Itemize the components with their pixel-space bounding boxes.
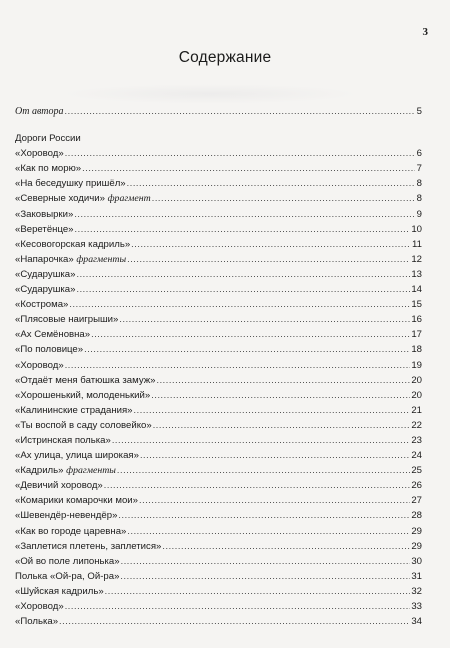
toc-entry-label bbox=[15, 508, 118, 523]
page-title: Содержание bbox=[178, 49, 272, 66]
toc-entry-label bbox=[15, 493, 139, 508]
toc-entry-note: фрагменты bbox=[76, 253, 127, 265]
leader-dots bbox=[75, 222, 411, 237]
leader-dots bbox=[127, 524, 410, 539]
toc-entry[interactable] bbox=[15, 252, 422, 267]
toc-entry-title: «Ты воспой в саду соловейко» bbox=[15, 419, 152, 431]
toc-entry-list bbox=[15, 146, 422, 629]
toc-entry-title: «Хоровод» bbox=[15, 359, 64, 371]
toc-entry-title: «Ой во поле липонька» bbox=[15, 555, 120, 567]
leader-dots bbox=[65, 104, 415, 119]
toc-entry-page: 29 bbox=[411, 540, 422, 552]
toc-entry-page: 11 bbox=[412, 238, 422, 250]
toc-entry-label bbox=[15, 252, 127, 267]
toc-entry-label bbox=[15, 267, 76, 282]
toc-entry-label bbox=[15, 191, 152, 206]
toc-entry-label bbox=[15, 478, 104, 493]
toc-entry[interactable] bbox=[15, 539, 422, 554]
toc-entry-page: 8 bbox=[416, 178, 422, 190]
leader-dots bbox=[120, 569, 410, 584]
leader-dots bbox=[119, 312, 410, 327]
toc-entry-title: «Полька» bbox=[15, 616, 59, 628]
toc-entry-page: 15 bbox=[411, 299, 422, 311]
toc-entry-page: 5 bbox=[416, 106, 422, 117]
toc-entry-label bbox=[15, 312, 119, 327]
table-of-contents bbox=[15, 104, 422, 629]
leader-dots bbox=[91, 327, 410, 342]
toc-entry[interactable] bbox=[15, 448, 422, 463]
toc-entry-title: «Сударушка» bbox=[15, 284, 76, 296]
toc-entry-author[interactable] bbox=[15, 104, 422, 119]
toc-entry-page: 10 bbox=[411, 223, 422, 235]
leader-dots bbox=[74, 207, 415, 222]
toc-entry-page: 6 bbox=[416, 148, 422, 160]
toc-entry-label bbox=[15, 176, 127, 191]
toc-entry-title: «Шевендёр-невендёр» bbox=[15, 510, 118, 522]
toc-entry-label bbox=[15, 463, 117, 478]
toc-entry-title: «Как во городе царевна» bbox=[15, 525, 127, 537]
toc-entry-title: «Хоровод» bbox=[15, 148, 64, 160]
toc-entry-title: «Плясовые наигрыши» bbox=[15, 314, 119, 326]
toc-entry-page: 29 bbox=[411, 525, 422, 537]
toc-entry-label bbox=[15, 297, 69, 312]
toc-entry[interactable] bbox=[15, 342, 422, 357]
toc-entry[interactable] bbox=[15, 373, 422, 388]
toc-entry-page: 18 bbox=[411, 344, 422, 356]
toc-entry[interactable] bbox=[15, 388, 422, 403]
toc-entry[interactable] bbox=[15, 176, 422, 191]
toc-entry-label bbox=[15, 282, 76, 297]
leader-dots bbox=[117, 463, 410, 478]
toc-entry-page: 30 bbox=[411, 555, 422, 567]
toc-entry[interactable] bbox=[15, 403, 422, 418]
toc-entry-title: «Отдаёт меня батюшка замуж» bbox=[15, 374, 156, 386]
toc-entry[interactable] bbox=[15, 358, 422, 373]
toc-entry-title: «Сударушка» bbox=[15, 268, 76, 280]
leader-dots bbox=[65, 146, 415, 161]
toc-entry[interactable] bbox=[15, 418, 422, 433]
leader-dots bbox=[65, 358, 411, 373]
leader-dots bbox=[139, 493, 410, 508]
section-title: Дороги России bbox=[15, 133, 81, 145]
toc-entry-title: «Калининские страдания» bbox=[15, 404, 133, 416]
leader-dots bbox=[105, 584, 411, 599]
leader-dots bbox=[112, 433, 411, 448]
toc-entry-title: «Истринская полька» bbox=[15, 434, 111, 446]
leader-dots bbox=[127, 176, 415, 191]
toc-entry-title: «Напарочка» bbox=[15, 253, 74, 265]
toc-entry[interactable] bbox=[15, 569, 422, 584]
leader-dots bbox=[59, 614, 410, 629]
leader-dots bbox=[131, 237, 411, 252]
toc-entry-label bbox=[15, 373, 156, 388]
toc-entry-title: Полька «Ой-ра, Ой-ра» bbox=[15, 570, 120, 582]
leader-dots bbox=[69, 297, 410, 312]
toc-entry[interactable] bbox=[15, 191, 422, 206]
toc-entry-page: 20 bbox=[411, 389, 422, 401]
toc-entry-title: «Ах Семёновна» bbox=[15, 329, 91, 341]
toc-entry-page: 23 bbox=[411, 434, 422, 446]
leader-dots bbox=[162, 539, 410, 554]
toc-entry-page: 9 bbox=[416, 208, 422, 220]
toc-entry-page: 14 bbox=[411, 284, 422, 296]
toc-entry-page: 24 bbox=[411, 450, 422, 462]
toc-entry-title: «Как по морю» bbox=[15, 163, 82, 175]
toc-entry-label bbox=[15, 207, 74, 222]
leader-dots bbox=[127, 252, 410, 267]
toc-entry-title: «Северные ходичи» bbox=[15, 193, 105, 205]
leader-dots bbox=[156, 373, 410, 388]
leader-dots bbox=[84, 342, 410, 357]
toc-entry-label bbox=[15, 539, 162, 554]
toc-entry[interactable] bbox=[15, 282, 422, 297]
toc-entry-page: 12 bbox=[411, 253, 422, 265]
toc-entry[interactable] bbox=[15, 478, 422, 493]
toc-entry[interactable] bbox=[15, 207, 422, 222]
toc-entry-page: 7 bbox=[416, 163, 422, 175]
leader-dots bbox=[134, 403, 411, 418]
toc-entry-page: 22 bbox=[411, 419, 422, 431]
leader-dots bbox=[76, 282, 410, 297]
toc-entry-label bbox=[15, 569, 120, 584]
toc-entry[interactable] bbox=[15, 267, 422, 282]
toc-entry[interactable] bbox=[15, 146, 422, 161]
toc-entry-label bbox=[15, 342, 84, 357]
toc-entry[interactable] bbox=[15, 599, 422, 614]
leader-dots bbox=[153, 418, 411, 433]
toc-entry[interactable] bbox=[15, 493, 422, 508]
leader-dots bbox=[65, 599, 411, 614]
page-number: 3 bbox=[422, 26, 428, 38]
toc-entry[interactable] bbox=[15, 161, 422, 176]
toc-entry[interactable] bbox=[15, 222, 422, 237]
toc-entry-title: «По половице» bbox=[15, 344, 84, 356]
toc-entry-title: «Веретёнце» bbox=[15, 223, 74, 235]
toc-entry-title: «Девичий хоровод» bbox=[15, 480, 103, 492]
toc-entry-title: «Хоровод» bbox=[15, 601, 64, 612]
toc-entry-label bbox=[15, 237, 131, 252]
toc-entry-page: 25 bbox=[411, 465, 422, 477]
toc-entry-label bbox=[15, 599, 65, 614]
toc-entry-page: 28 bbox=[411, 510, 422, 522]
toc-entry-label bbox=[15, 614, 59, 629]
toc-entry-label: От автора bbox=[15, 106, 64, 117]
toc-entry-note: фрагменты bbox=[66, 465, 116, 477]
toc-entry[interactable] bbox=[15, 584, 422, 599]
paper-shadow bbox=[60, 84, 360, 104]
leader-dots bbox=[140, 448, 410, 463]
toc-entry-title: «Комарики комарочки мои» bbox=[15, 495, 138, 507]
leader-dots bbox=[118, 508, 410, 523]
toc-entry-label bbox=[15, 418, 153, 433]
toc-entry[interactable] bbox=[15, 433, 422, 448]
toc-entry-page: 31 bbox=[411, 570, 422, 582]
leader-dots bbox=[152, 191, 415, 206]
toc-entry-page: 13 bbox=[411, 268, 422, 280]
toc-entry-page: 34 bbox=[411, 616, 422, 628]
toc-entry-title: «Кострома» bbox=[15, 299, 69, 311]
toc-entry-title: «На беседушку пришёл» bbox=[15, 178, 126, 190]
toc-entry[interactable] bbox=[15, 297, 422, 312]
toc-entry-title: «Шуйская кадриль» bbox=[15, 585, 104, 597]
toc-entry-label bbox=[15, 403, 134, 418]
toc-entry[interactable] bbox=[15, 463, 422, 478]
toc-entry-label bbox=[15, 524, 127, 539]
leader-dots bbox=[82, 161, 415, 176]
toc-entry-page: 16 bbox=[411, 314, 422, 326]
toc-entry-title: «Ах улица, улица широкая» bbox=[15, 450, 139, 462]
toc-entry-page: 8 bbox=[416, 193, 422, 205]
toc-entry-title: «Кесовогорская кадриль» bbox=[15, 238, 131, 250]
toc-entry-label bbox=[15, 584, 105, 599]
toc-entry[interactable] bbox=[15, 508, 422, 523]
toc-entry-page: 33 bbox=[411, 601, 422, 612]
toc-entry-page: 20 bbox=[411, 374, 422, 386]
toc-entry-label bbox=[15, 161, 82, 176]
toc-entry[interactable] bbox=[15, 554, 422, 569]
toc-entry-title: «Хорошенький, молоденький» bbox=[15, 389, 151, 401]
toc-entry-label bbox=[15, 554, 121, 569]
toc-entry-note: фрагмент bbox=[107, 193, 151, 205]
toc-entry-label bbox=[15, 146, 65, 161]
leader-dots bbox=[121, 554, 411, 569]
toc-entry-label bbox=[15, 448, 140, 463]
toc-entry-page: 17 bbox=[411, 329, 422, 341]
leader-dots bbox=[151, 388, 410, 403]
toc-entry-title: «Заплетися плетень, заплетися» bbox=[15, 540, 162, 552]
toc-entry-label bbox=[15, 327, 91, 342]
toc-entry-label bbox=[15, 433, 112, 448]
toc-entry-page: 21 bbox=[411, 404, 422, 416]
toc-entry[interactable] bbox=[15, 614, 422, 629]
toc-entry-title: «Кадриль» bbox=[15, 465, 64, 477]
toc-entry-page: 27 bbox=[411, 495, 422, 507]
toc-entry-label bbox=[15, 222, 75, 237]
toc-entry-page: 19 bbox=[411, 359, 422, 371]
toc-entry-page: 32 bbox=[411, 585, 422, 597]
leader-dots bbox=[76, 267, 410, 282]
toc-entry-page: 26 bbox=[411, 480, 422, 492]
toc-entry[interactable] bbox=[15, 312, 422, 327]
leader-dots bbox=[104, 478, 411, 493]
toc-entry[interactable] bbox=[15, 524, 422, 539]
toc-entry-label bbox=[15, 388, 151, 403]
toc-entry-label bbox=[15, 358, 65, 373]
toc-entry[interactable] bbox=[15, 237, 422, 252]
toc-entry[interactable] bbox=[15, 327, 422, 342]
toc-entry-title: «Заковырки» bbox=[15, 208, 74, 220]
